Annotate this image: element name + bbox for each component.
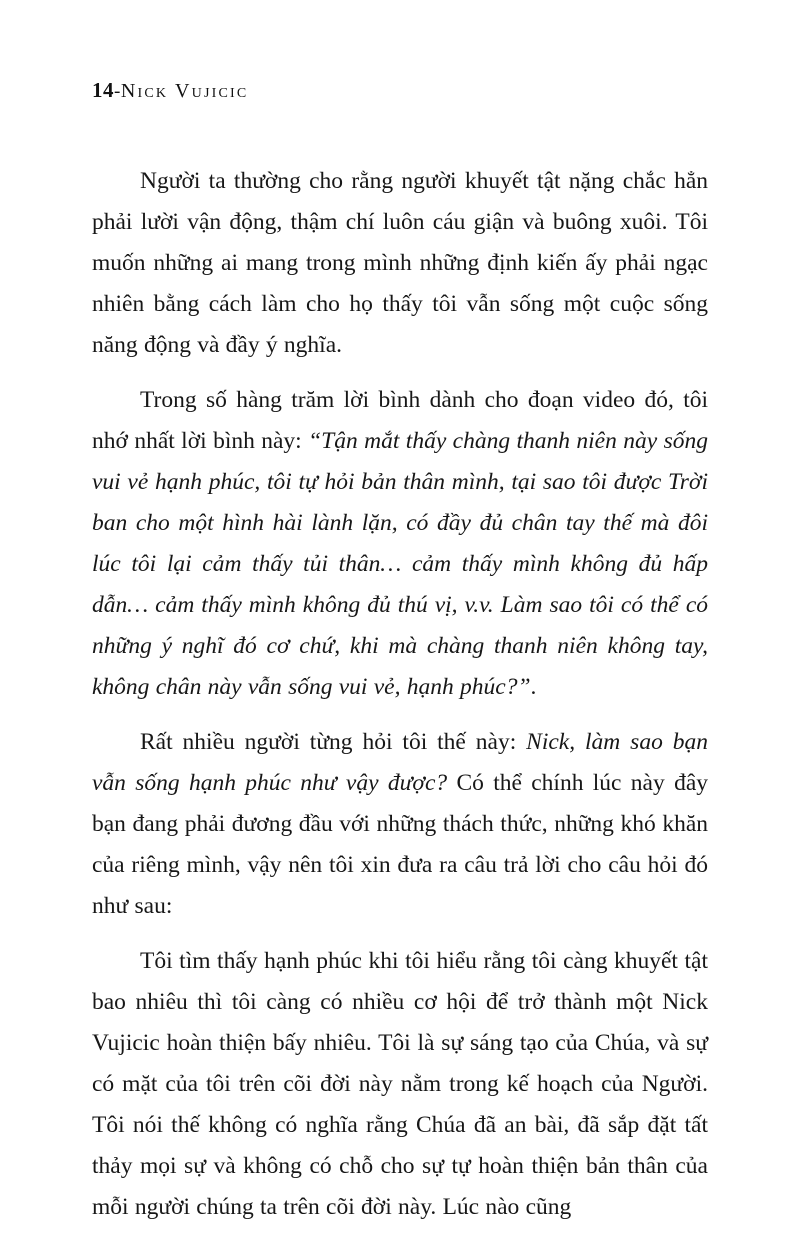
paragraph-1 [92,161,708,366]
text-run: Có thể chính lúc này đây bạn đang phải đương đầu với những thách thức, những khó khăn của riêng mình, vậy nên tôi xin đưa ra câu trả lời cho câu hỏi đó như sau: [92,770,708,919]
paragraph-3 [92,722,708,927]
text-run: Trong số hàng trăm lời bình dành cho đoạn video đó, tôi nhớ nhất lời bình này: [92,387,708,454]
paragraph-4 [92,941,708,1228]
text-run: Người ta thường cho rằng người khuyết tật nặng chắc hẳn phải lười vận động, thậm chí luôn cáu giận và buông xuôi. Tôi muốn những ai mang trong mình những định kiến ấy phải ngạc nhiên bằng cách làm cho họ thấy tôi vẫn sống một cuộc sống năng động và đầy ý nghĩa. [92,168,708,358]
quoted-comment: “Tận mắt thấy chàng thanh niên này sống vui vẻ hạnh phúc, tôi tự hỏi bản thân mình, tại sao tôi được Trời ban cho một hình hài lành lặn, có đầy đủ chân tay thế mà đôi lúc tôi lại cảm thấy tủi thân… cảm thấy mình không đủ hấp dẫn… cảm thấy mình không đủ thú vị, v.v. Làm sao tôi có thể có những ý nghĩ đó cơ chứ, khi mà chàng thanh niên không tay, không chân này vẫn sống vui vẻ, hạnh phúc?” [92,428,708,700]
text-run: Tôi tìm thấy hạnh phúc khi tôi hiểu rằng tôi càng khuyết tật bao nhiêu thì tôi càng có nhiều cơ hội để trở thành một Nick Vujicic hoàn thiện bấy nhiêu. Tôi là sự sáng tạo của Chúa, và sự có mặt của tôi trên cõi đời này nằm trong kế hoạch của Người. Tôi nói thế không có nghĩa rằng Chúa đã an bài, đã sắp đặt tất thảy mọi sự và không có chỗ cho sự tự hoàn thiện bản thân của mỗi người chúng ta trên cõi đời này. Lúc nào cũng [92,948,708,1220]
page-number: 14 [92,78,114,102]
page-content [92,78,708,1228]
text-run: . [530,674,537,700]
text-run: Rất nhiều người từng hỏi tôi thế này: [140,729,527,755]
paragraph-2 [92,380,708,708]
running-head-separator: - [114,81,121,102]
running-head-author: Nick Vujicic [120,80,249,102]
running-head [92,78,708,103]
quoted-question: Nick, làm sao bạn vẫn sống hạnh phúc như vậy được? [92,729,708,796]
